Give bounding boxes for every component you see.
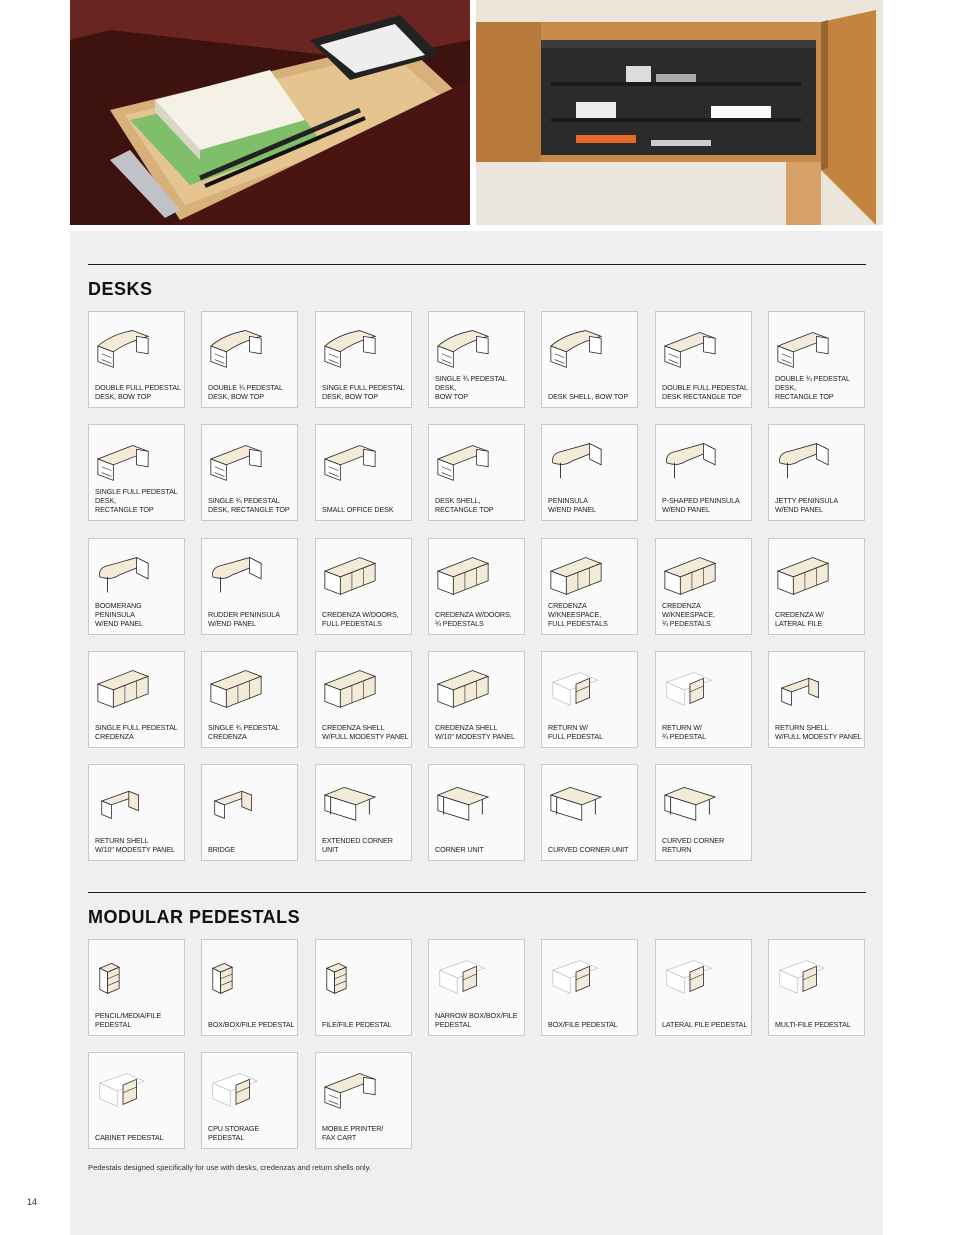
product-tile — [428, 651, 525, 748]
product-caption: CREDENZA W/KNEESPACE, ¾ PEDESTALS — [662, 601, 715, 628]
product-tile — [768, 538, 865, 635]
product-tile — [201, 424, 298, 521]
box-box-file-pedestal-icon — [207, 950, 265, 1000]
product-tile — [541, 939, 638, 1036]
product-tile — [315, 939, 412, 1036]
product-tile — [655, 939, 752, 1036]
product-tile — [768, 424, 865, 521]
p-shaped-peninsula-icon — [661, 435, 719, 485]
credenza-shell-10-modesty-icon — [434, 662, 492, 712]
desks-heading: DESKS — [88, 279, 153, 299]
catalog-panel — [70, 231, 883, 1235]
credenza-lateral-file-icon — [774, 549, 832, 599]
double-pedestal-bow-desk-icon — [94, 322, 152, 372]
box-file-pedestal-icon — [547, 950, 605, 1000]
curved-corner-return-icon — [661, 775, 719, 825]
product-tile — [88, 538, 185, 635]
desk-shell-rectangle-icon — [434, 435, 492, 485]
single-pedestal-bow-desk-icon — [321, 322, 379, 372]
product-caption: RETURN W/ FULL PEDESTAL — [548, 723, 604, 741]
credenza-kneespace-three-quarter-icon — [661, 549, 719, 599]
product-tile — [315, 764, 412, 861]
product-tile — [201, 1052, 298, 1149]
return-shell-10-modesty-icon — [94, 775, 152, 825]
cabinet-photo — [476, 0, 883, 225]
credenza-doors-three-quarter-icon — [434, 549, 492, 599]
product-caption: SINGLE FULL PEDESTAL CREDENZA — [95, 723, 178, 741]
product-tile — [655, 651, 752, 748]
product-caption: CABINET PEDESTAL — [95, 1133, 164, 1142]
product-caption: DESK SHELL, BOW TOP — [548, 392, 629, 401]
credenza-kneespace-full-icon — [547, 549, 605, 599]
product-caption: DOUBLE ¾ PEDESTAL DESK, BOW TOP — [208, 383, 283, 401]
cpu-storage-pedestal-icon — [207, 1063, 265, 1113]
product-tile — [428, 424, 525, 521]
product-caption: BOOMERANG PENINSULA W/END PANEL — [95, 601, 143, 628]
product-tile — [428, 939, 525, 1036]
product-caption: DOUBLE FULL PEDESTAL DESK RECTANGLE TOP — [662, 383, 748, 401]
product-tile — [428, 764, 525, 861]
product-tile — [88, 939, 185, 1036]
product-caption: SMALL OFFICE DESK — [322, 505, 394, 514]
product-caption: CREDENZA W/KNEESPACE, FULL PEDESTALS — [548, 601, 608, 628]
product-caption: SINGLE ¾ PEDESTAL DESK, RECTANGLE TOP — [208, 496, 290, 514]
peninsula-desk-icon — [547, 435, 605, 485]
jetty-peninsula-icon — [774, 435, 832, 485]
credenza-doors-full-icon — [321, 549, 379, 599]
product-tile — [315, 651, 412, 748]
product-tile — [315, 311, 412, 408]
product-tile — [315, 1052, 412, 1149]
bridge-icon — [207, 775, 265, 825]
double-three-quarter-pedestal-bow-desk-icon — [207, 322, 265, 372]
single-three-quarter-credenza-icon — [207, 662, 265, 712]
product-caption: CPU STORAGE PEDESTAL — [208, 1124, 260, 1142]
credenza-shell-full-modesty-icon — [321, 662, 379, 712]
double-three-quarter-rectangle-desk-icon — [774, 322, 832, 372]
product-tile — [541, 538, 638, 635]
product-caption: DOUBLE FULL PEDESTAL DESK, BOW TOP — [95, 383, 181, 401]
product-tile — [201, 764, 298, 861]
rudder-peninsula-icon — [207, 549, 265, 599]
boomerang-peninsula-icon — [94, 549, 152, 599]
product-tile — [315, 538, 412, 635]
product-tile — [315, 424, 412, 521]
product-tile — [201, 651, 298, 748]
product-caption: MULTI-FILE PEDESTAL — [775, 1020, 851, 1029]
return-full-pedestal-icon — [547, 662, 605, 712]
product-caption: RUDDER PENINSULA W/END PANEL — [208, 610, 280, 628]
product-caption: MOBILE PRINTER/ FAX CART — [322, 1124, 384, 1142]
pedestals-footnote: Pedestals designed specifically for use with desks, credenzas and return shells only. — [88, 1163, 372, 1172]
product-tile — [541, 764, 638, 861]
small-office-desk-icon — [321, 435, 379, 485]
product-caption: RETURN SHELL W/FULL MODESTY PANEL — [775, 723, 862, 741]
product-caption: DOUBLE ¾ PEDESTAL DESK, RECTANGLE TOP — [775, 374, 850, 401]
product-caption: EXTENDED CORNER UNIT — [322, 836, 393, 854]
extended-corner-unit-icon — [321, 775, 379, 825]
cabinet-pedestal-icon — [94, 1063, 152, 1113]
product-caption: CREDENZA W/DOORS, ¾ PEDESTALS — [435, 610, 512, 628]
product-caption: CREDENZA SHELL W/FULL MODESTY PANEL — [322, 723, 409, 741]
product-tile — [88, 424, 185, 521]
multi-file-pedestal-icon — [774, 950, 832, 1000]
product-tile — [201, 311, 298, 408]
product-tile — [541, 311, 638, 408]
pedestals-heading: MODULAR PEDESTALS — [88, 907, 301, 927]
product-caption: CREDENZA W/DOORS, FULL PEDESTALS — [322, 610, 399, 628]
product-caption: JETTY PENINSULA W/END PANEL — [775, 496, 839, 514]
desk-shell-bow-icon — [547, 322, 605, 372]
pencil-media-file-pedestal-icon — [94, 950, 152, 1000]
product-caption: LATERAL FILE PEDESTAL — [662, 1020, 748, 1029]
single-three-quarter-pedestal-bow-desk-icon — [434, 322, 492, 372]
single-three-quarter-rectangle-desk-icon — [207, 435, 265, 485]
product-tile — [655, 764, 752, 861]
product-caption: BOX/FILE PEDESTAL — [548, 1020, 618, 1029]
product-caption: CREDENZA W/ LATERAL FILE — [775, 610, 824, 628]
return-three-quarter-pedestal-icon — [661, 662, 719, 712]
single-full-pedestal-credenza-icon — [94, 662, 152, 712]
product-caption: BRIDGE — [208, 845, 235, 854]
product-caption: PENCIL/MEDIA/FILE PEDESTAL — [95, 1011, 162, 1029]
page-number: 14 — [27, 1197, 38, 1207]
product-tile — [88, 1052, 185, 1149]
product-caption: SINGLE FULL PEDESTAL DESK, BOW TOP — [322, 383, 405, 401]
product-caption: CURVED CORNER RETURN — [662, 836, 725, 854]
product-caption: P-SHAPED PENINSULA W/END PANEL — [662, 496, 740, 514]
file-file-pedestal-icon — [321, 950, 379, 1000]
single-pedestal-rectangle-desk-icon — [94, 435, 152, 485]
product-caption: RETURN SHELL W/10" MODESTY PANEL — [95, 836, 175, 854]
product-tile — [655, 424, 752, 521]
product-tile — [541, 424, 638, 521]
product-caption: CURVED CORNER UNIT — [548, 845, 629, 854]
product-tile — [88, 651, 185, 748]
product-caption: RETURN W/ ¾ PEDESTAL — [662, 723, 707, 741]
product-caption: CORNER UNIT — [435, 845, 484, 854]
product-tile — [428, 311, 525, 408]
product-tile — [768, 651, 865, 748]
product-tile — [768, 939, 865, 1036]
mobile-printer-fax-cart-icon — [321, 1063, 379, 1113]
product-caption: NARROW BOX/BOX/FILE PEDESTAL — [435, 1011, 518, 1029]
product-tile — [201, 939, 298, 1036]
product-tile — [541, 651, 638, 748]
product-tile — [655, 538, 752, 635]
lateral-file-pedestal-icon — [661, 950, 719, 1000]
corner-unit-icon — [434, 775, 492, 825]
curved-corner-unit-icon — [547, 775, 605, 825]
product-caption: SINGLE FULL PEDESTAL DESK, RECTANGLE TOP — [95, 487, 178, 514]
narrow-box-box-file-pedestal-icon — [434, 950, 492, 1000]
product-caption: BOX/BOX/FILE PEDESTAL — [208, 1020, 295, 1029]
product-tile — [88, 311, 185, 408]
section-divider — [88, 264, 866, 265]
drawer-photo — [70, 0, 470, 225]
return-shell-full-modesty-icon — [774, 662, 832, 712]
product-tile — [768, 311, 865, 408]
product-caption: CREDENZA SHELL W/10" MODESTY PANEL — [435, 723, 515, 741]
product-tile — [428, 538, 525, 635]
product-caption: FILE/FILE PEDESTAL — [322, 1020, 392, 1029]
section-divider — [88, 892, 866, 893]
double-pedestal-rectangle-desk-icon — [661, 322, 719, 372]
product-caption: SINGLE ¾ PEDESTAL CREDENZA — [208, 723, 280, 741]
product-caption: SINGLE ¾ PEDESTAL DESK, BOW TOP — [435, 374, 507, 401]
product-caption: DESK SHELL, RECTANGLE TOP — [435, 496, 494, 514]
product-tile — [201, 538, 298, 635]
product-tile — [88, 764, 185, 861]
product-tile — [655, 311, 752, 408]
product-caption: PENINSULA W/END PANEL — [548, 496, 596, 514]
